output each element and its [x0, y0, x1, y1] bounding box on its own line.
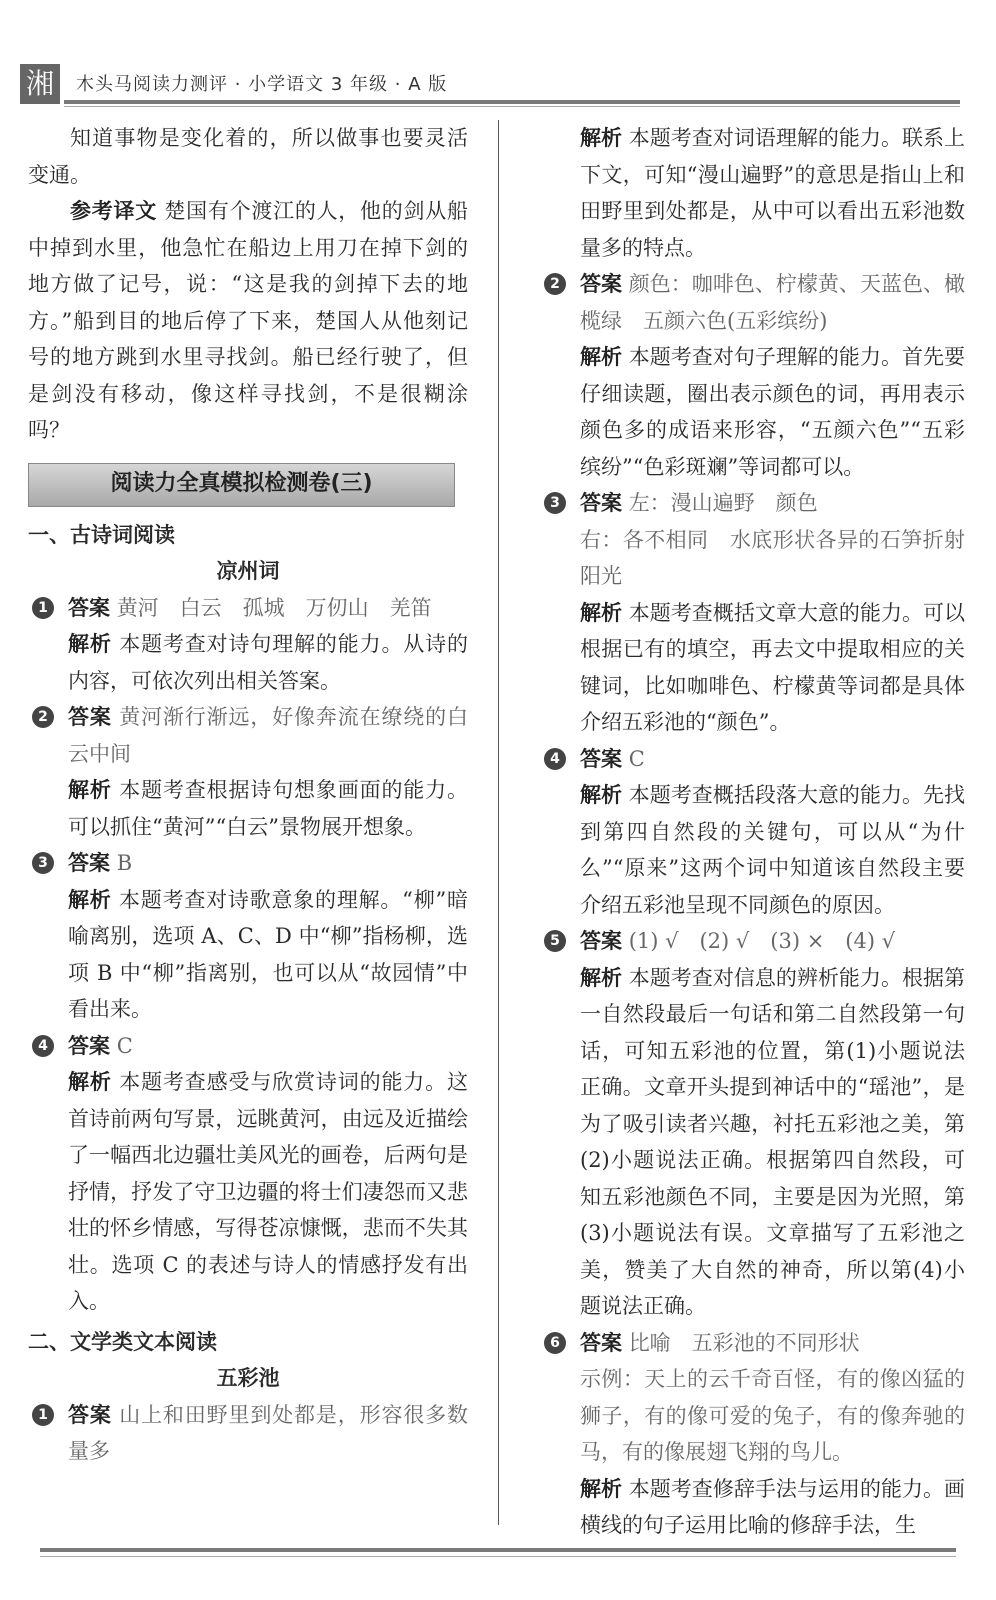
answer-line: [68, 845, 468, 882]
analysis-line: [580, 595, 965, 741]
question-number: 4: [32, 1035, 54, 1057]
question-number: 5: [544, 930, 566, 952]
analysis-label: 解析: [580, 965, 623, 990]
analysis-text: 本题考查对诗句理解的能力。从诗的内容，可依次列出相关答案。: [68, 632, 468, 693]
analysis-text: 本题考查对诗歌意象的理解。“柳”暗喻离别，选项 A、C、D 中“柳”指杨柳，选项 B 中“柳”指离别，也可以从“故园情”中看出来。: [68, 887, 468, 1021]
question-item: [540, 485, 965, 741]
header-rule-thin: [64, 106, 960, 107]
question-number: 1: [32, 597, 54, 619]
analysis-label: 解析: [68, 632, 112, 656]
answer-continuation: 示例：天上的云千奇百怪，有的像凶猛的狮子，有的像可爱的兔子，有的像奔驰的马，有的像展翅飞翔的鸟儿。: [580, 1367, 965, 1464]
analysis-text: 本题考查概括段落大意的能力。先找到第四自然段的关键句，可以从“为什么”“原来”这两个词中知道该自然段主要介绍五彩池呈现不同颜色的原因。: [580, 783, 966, 917]
analysis-line: [540, 120, 965, 266]
question-item: [28, 1397, 468, 1470]
answer-line: [68, 1397, 468, 1470]
answer-continuation: 右：各不相同 水底形状各异的石笋折射阳光: [580, 527, 965, 588]
left-column: [28, 120, 468, 1470]
question-number: 6: [544, 1332, 566, 1354]
analysis-label: 解析: [580, 345, 623, 369]
answer-line: [580, 741, 965, 778]
question-item: [28, 845, 468, 1028]
footer-rule: [40, 1548, 956, 1552]
header-rule: [64, 100, 960, 104]
answer-text: B: [116, 851, 133, 875]
analysis-text: 本题考查对信息的辨析能力。根据第一自然段最后一句话和第二自然段第一句话，可知五彩池的位置，第(1)小题说法正确。文章开头提到神话中的“瑶池”，是为了吸引读者兴趣，衬托五彩池之美，第(2)小题说法正确。根据第四自然段，可知五彩池颜色不同，主要是因为光照，第(3)小题说法有误。文章描写了五彩池之美，赞美了大自然的神奇，所以第(4)小题说法正确。: [580, 965, 966, 1318]
analysis-line: [68, 882, 468, 1028]
analysis-label: 解析: [580, 783, 623, 807]
region-badge: 湘: [20, 64, 60, 104]
translation-paragraph: [28, 193, 468, 449]
analysis-label: 解析: [580, 126, 623, 150]
answer-label: 答案: [580, 491, 622, 515]
answer-label: 答案: [580, 746, 622, 771]
analysis-label: 解析: [68, 1070, 112, 1094]
answer-text: 比喻 五彩池的不同形状: [628, 1330, 860, 1355]
answer-label: 答案: [68, 705, 112, 729]
section-heading-literature: 二、文学类文本阅读: [28, 1329, 217, 1354]
translation-text: 楚国有个渡江的人，他的剑从船中掉到水里，他急忙在船边上用刀在掉下剑的地方做了记号，说：“这是我的剑掉下去的地方。”船到目的地后停了下来，楚国人从他刻记号的地方跳到水里寻找剑。船已经行驶了，但是剑没有移动，像这样寻找剑，不是很糊涂吗？: [28, 199, 469, 442]
question-number: 1: [32, 1404, 54, 1426]
analysis-label: 解析: [68, 778, 112, 802]
analysis-text: 本题考查修辞手法与运用的能力。画横线的句子运用比喻的修辞手法，生: [580, 1476, 966, 1537]
answer-text: (1) √ (2) √ (3) × (4) √: [628, 929, 896, 953]
analysis-text: 本题考查对词语理解的能力。联系上下文，可知“漫山遍野”的意思是指山上和田野里到处都是，从中可以看出五彩池数量多的特点。: [580, 126, 966, 260]
analysis-label: 解析: [68, 887, 112, 912]
answer-line: [580, 1325, 965, 1362]
answer-label: 答案: [68, 595, 110, 620]
book-title: 木头马阅读力测评 · 小学语文 3 年级 · A 版: [76, 74, 448, 95]
answer-text: 颜色：咖啡色、柠檬黄、天蓝色、橄榄绿 五颜六色(五彩缤纷): [580, 272, 966, 333]
question-number: 2: [544, 273, 566, 295]
answer-line: [68, 699, 468, 772]
question-number: 2: [32, 706, 54, 728]
intro-continuation: 知道事物是变化着的，所以做事也要灵活变通。: [28, 126, 468, 187]
answer-label: 答案: [580, 272, 623, 296]
question-item: [540, 266, 965, 485]
question-item: [540, 741, 965, 924]
column-divider: [498, 120, 499, 1525]
answer-label: 答案: [68, 1402, 112, 1427]
question-item: [28, 590, 468, 700]
answer-text: 黄河 白云 孤城 万仞山 羌笛: [116, 595, 432, 620]
analysis-line: [580, 777, 965, 923]
answer-label: 答案: [68, 1033, 110, 1058]
answer-line: [580, 485, 965, 522]
section-heading-poetry: 一、古诗词阅读: [28, 522, 175, 547]
footer-rule-thin: [40, 1556, 956, 1557]
answer-text: 左：漫山遍野 颜色: [628, 491, 818, 515]
right-column: [540, 120, 965, 1544]
question-item: [540, 923, 965, 1325]
page-header: [20, 64, 960, 108]
analysis-text: 本题考查感受与欣赏诗词的能力。这首诗前两句写景，远眺黄河，由远及近描绘了一幅西北边疆壮美风光的画卷，后两句是抒情，抒发了守卫边疆的将士们凄怨而又悲壮的怀乡情感，写得苍凉慷慨，悲而不失其壮。选项 C 的表述与诗人的情感抒发有出入。: [68, 1070, 468, 1313]
text-title: 五彩池: [216, 1366, 280, 1390]
exam-banner: 阅读力全真模拟检测卷(三): [28, 463, 455, 507]
question-number: 4: [544, 748, 566, 770]
analysis-label: 解析: [580, 600, 623, 625]
translation-label: 参考译文: [70, 199, 157, 223]
analysis-line: [580, 960, 965, 1325]
answer-line: [580, 923, 965, 960]
answer-line: [68, 1028, 468, 1065]
analysis-line: [580, 339, 965, 485]
question-item: [28, 699, 468, 845]
answer-text: C: [116, 1033, 133, 1058]
analysis-label: 解析: [580, 1476, 623, 1501]
answer-line: [68, 590, 468, 627]
question-item: [540, 1325, 965, 1544]
poem-title: 凉州词: [216, 559, 280, 583]
analysis-text: 本题考查根据诗句想象画面的能力。可以抓住“黄河”“白云”景物展开想象。: [68, 778, 468, 839]
question-item: [28, 1028, 468, 1320]
analysis-text: 本题考查对句子理解的能力。首先要仔细读题，圈出表示颜色的词，再用表示颜色多的成语来形容，“五颜六色”“五彩缤纷”“色彩斑斓”等词都可以。: [580, 345, 966, 479]
question-number: 3: [32, 852, 54, 874]
analysis-line: [68, 772, 468, 845]
answer-text: 黄河渐行渐远，好像奔流在缭绕的白云中间: [68, 705, 468, 766]
answer-text: 山上和田野里到处都是，形容很多数量多: [68, 1402, 468, 1463]
analysis-line: [68, 1064, 468, 1320]
answer-label: 答案: [580, 929, 622, 953]
answer-label: 答案: [580, 1330, 622, 1355]
analysis-line: [68, 626, 468, 699]
analysis-text: 本题考查概括文章大意的能力。可以根据已有的填空，再去文中提取相应的关键词，比如咖啡色、柠檬黄等词都是具体介绍五彩池的“颜色”。: [580, 600, 966, 734]
answer-line: [580, 266, 965, 339]
answer-text: C: [628, 746, 645, 771]
question-number: 3: [544, 492, 566, 514]
analysis-line: [580, 1471, 965, 1544]
answer-label: 答案: [68, 851, 110, 875]
